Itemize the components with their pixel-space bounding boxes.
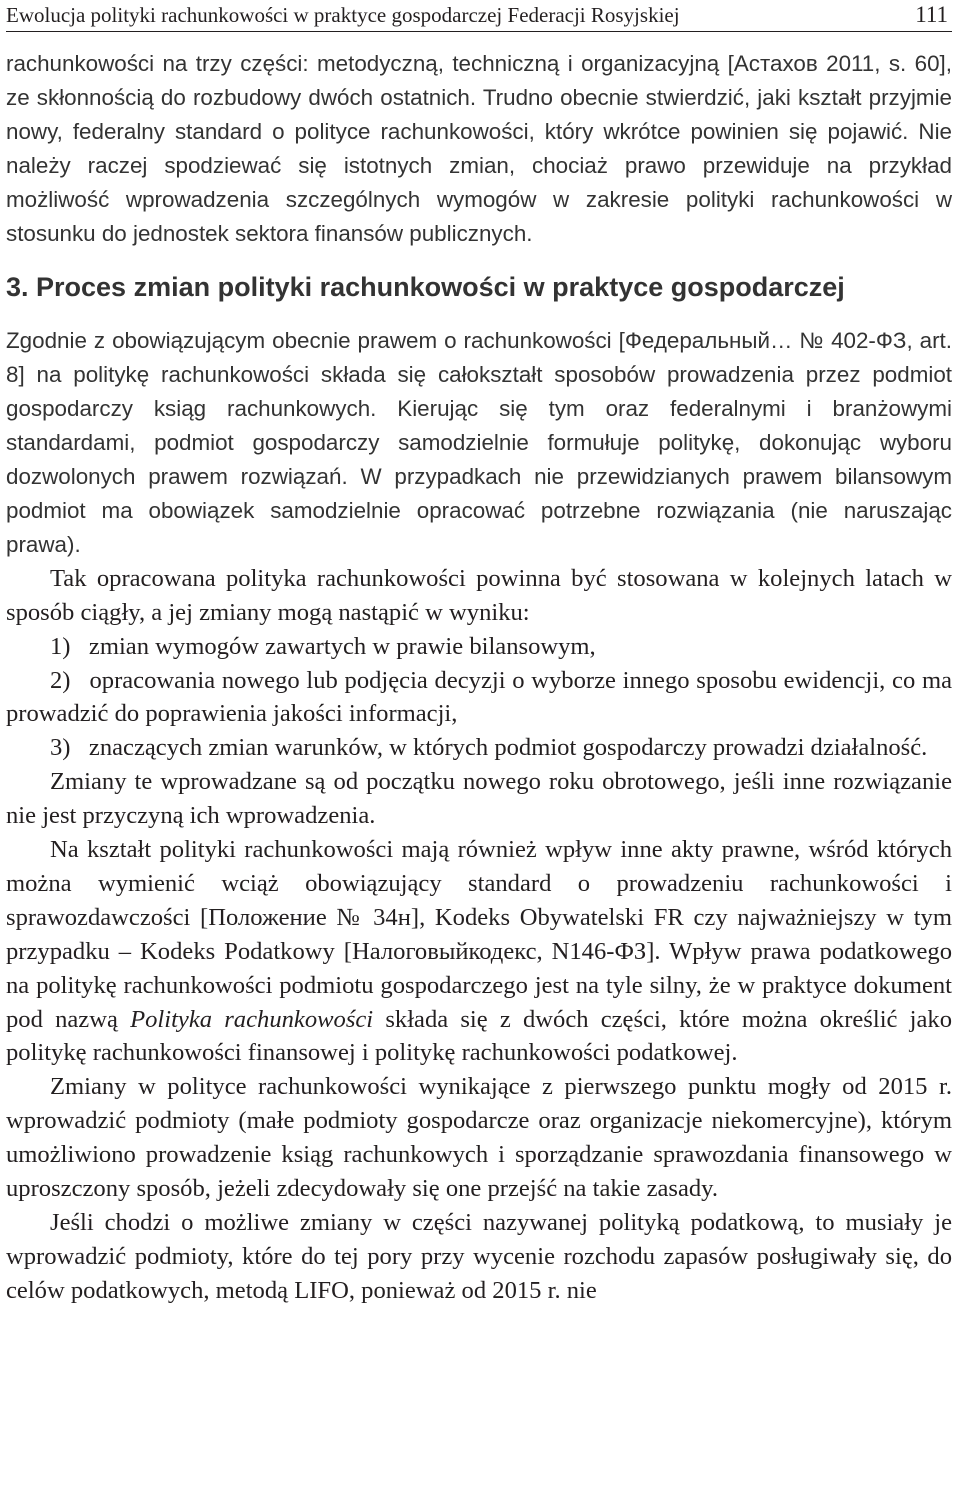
paragraph-6: Jeśli chodzi o możliwe zmiany w części nazywanej polityką podatkową, to musiały je wprowadzić podmioty, które do tej pory przy wycenie rozchodu zapasów posługiwały się, do celów podatkowych, metodą LIFO, ponieważ od 2015 r. nie — [6, 1209, 952, 1304]
running-header — [6, 0, 952, 32]
header-title: Ewolucja polityki rachunkowości w praktyce gospodarczej Federacji Rosyjskiej — [6, 3, 680, 27]
paragraph-1: Zgodnie z obowiązującym obecnie prawem o rachunkowości [Федеральный… № 402-ФЗ, art. 8] na politykę rachunkowości składa się całokształt sposobów prowadzenia przez podmiot gospodarczy ksiąg rachunkowych. Kierując się tym oraz federalnymi i branżowymi standardami, podmiot gospodarczy samodzielnie formułuje politykę, dokonując wyboru dozwolonych prawem rozwiązań. W przypadkach nie przewidzianych prawem bilansowym podmiot ma obowiązek samodzielnie opracować potrzebne rozwiązania (nie naruszając prawa). — [6, 328, 952, 557]
paragraph-3: Zmiany te wprowadzane są od początku nowego roku obrotowego, jeśli inne rozwiązanie nie jest przyczyną ich wprowadzenia. — [6, 768, 952, 830]
list-item: 1) zmian wymogów zawartych w prawie bilansowym, — [50, 632, 596, 660]
document-title-italic: Polityka rachunkowości — [130, 1005, 374, 1033]
intro-paragraph: rachunkowości na trzy części: metodyczną, techniczną i organizacyjną [Астахов 2011, s. 60], ze skłonnością do rozbudowy dwóch ostatnich. Trudno obecnie stwierdzić, jaki kształt przyjmie nowy, federalny standard o polityce rachunkowości, który wkrótce powinien się pojawić. Nie należy raczej spodziewać się istotnych zmian, chociaż prawo przewiduje na przykład możliwość wprowadzenia szczególnych wymogów w zakresie polityki rachunkowości w stosunku do jednostek sektora finansów publicznych. — [6, 51, 952, 246]
page-body — [6, 47, 952, 1308]
list-item: 3) znaczących zmian warunków, w których podmiot gospodarczy prowadzi działalność. — [50, 734, 928, 762]
paragraph-4-text-a: Na kształt polityki rachunkowości mają również wpływ inne akty prawne, wśród których można wymienić wciąż obowiązujący standard o prowadzeniu rachunkowości i sprawozdawczości [Положение № 34н], Kodeks Obywatelski FR czy najważniejszy w tym przypadku – Kodeks Podatkowy [Налоговыйкодекс, N146-ФЗ]. Wpływ prawa podatkowego na politykę rachunkowości podmiotu gospodarczego jest na tyle silny, że w praktyce dokument pod nazwą — [6, 836, 952, 1033]
list-item: 2) opracowania nowego lub podjęcia decyzji o wyborze innego sposobu ewidencji, co ma prowadzić do poprawienia jakości informacji, — [6, 666, 952, 728]
paragraph-5: Zmiany w polityce rachunkowości wynikające z pierwszego punktu mogły od 2015 r. wprowadzić podmioty (małe podmioty gospodarcze oraz organizacje niekomercyjne), którym umożliwiono prowadzenie ksiąg rachunkowych i sporządzanie sprawozdania finansowego w uproszczony sposób, jeżeli zdecydowały się one przejść na takie zasady. — [6, 1073, 952, 1203]
paragraph-4-text-b: składa się z dwóch części, które można określić jako politykę rachunkowości finansowej i politykę rachunkowości podatkowej. — [6, 1005, 952, 1067]
page-number: 111 — [915, 2, 948, 27]
paragraph-2: Tak opracowana polityka rachunkowości powinna być stosowana w kolejnych latach w sposób ciągły, a jej zmiany mogą nastąpić w wyniku: — [6, 564, 952, 626]
paragraph-4 — [6, 833, 952, 1070]
section-heading: 3. Proces zmian polityki rachunkowości w praktyce gospodarczej — [6, 272, 845, 303]
